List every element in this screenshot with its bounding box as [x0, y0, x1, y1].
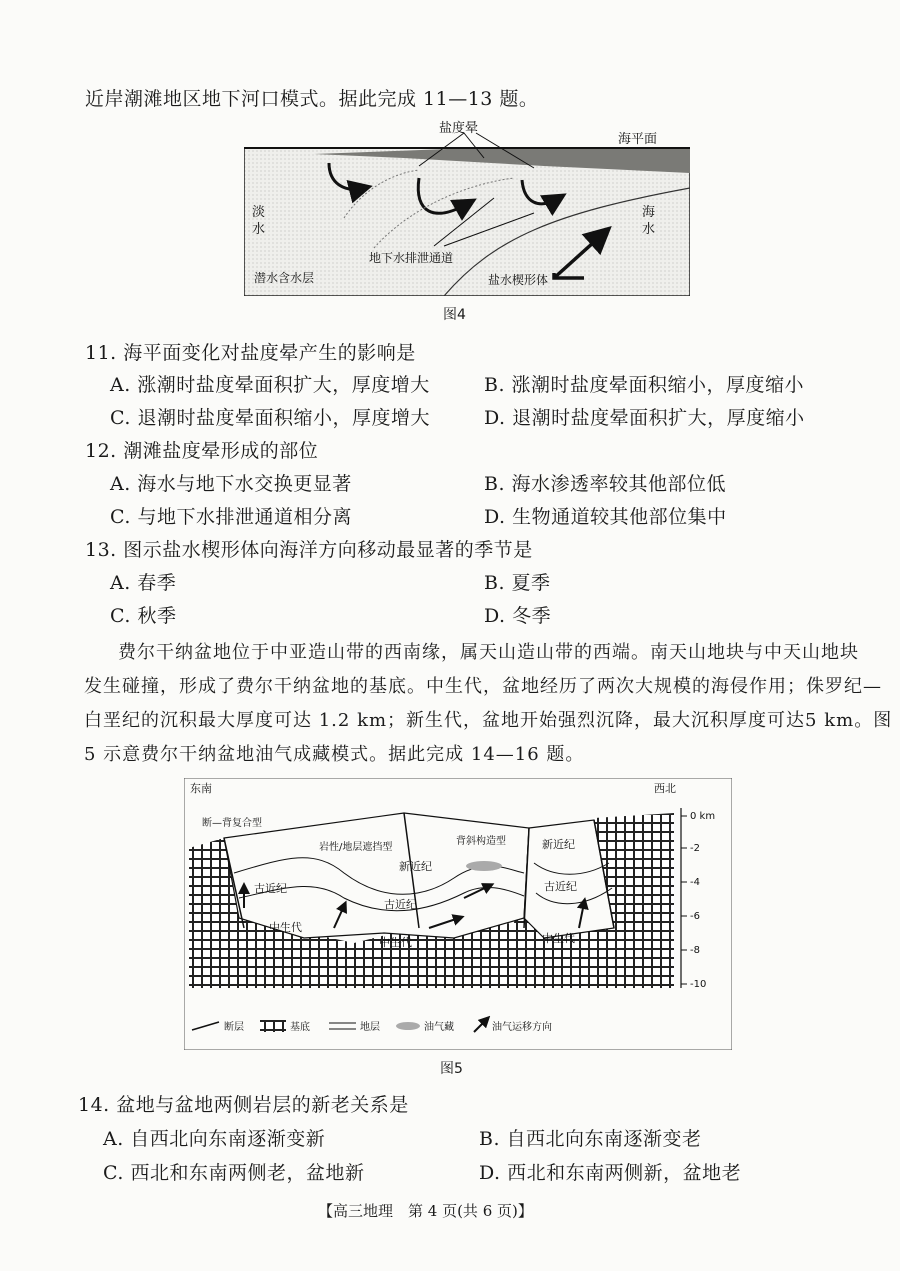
passage-line-3: 白垩纪的沉积最大厚度可达 1.2 km；新生代，盆地开始强烈沉降，最大沉积厚度可达5 km。图	[84, 710, 893, 731]
q12-option-b[interactable]: B. 海水渗透率较其他部位低	[484, 473, 727, 495]
fig5-label-paleogene-2: 古近纪	[384, 898, 417, 911]
fig5-label-mesozoic-1: 中生代	[269, 921, 302, 934]
legend-strata: 地层	[360, 1022, 380, 1033]
q11-option-d[interactable]: D. 退潮时盐度晕面积扩大，厚度缩小	[484, 407, 805, 429]
legend-basement-symbol	[260, 1020, 286, 1032]
q14-option-d[interactable]: D. 西北和东南两侧新，盆地老	[479, 1162, 742, 1184]
legend-migration: 油气运移方向	[492, 1022, 552, 1033]
q11-option-a[interactable]: A. 涨潮时盐度晕面积扩大，厚度增大	[110, 374, 430, 396]
fig5-label-lithologic: 岩性/地层遮挡型	[319, 842, 393, 853]
figure-4	[244, 118, 690, 296]
fig4-label-sea-level: 海平面	[618, 132, 658, 147]
legend-fault: 断层	[224, 1022, 244, 1033]
fig5-tick-2: -4	[690, 877, 700, 888]
fig5-tick-4: -8	[690, 945, 700, 956]
fig4-label-halo: 盐度晕	[439, 121, 479, 136]
fig5-label-neogene-1: 新近纪	[399, 860, 432, 873]
fig5-label-anticline: 背斜构造型	[456, 836, 506, 847]
fig5-tick-0: 0 km	[690, 811, 716, 822]
legend-basement: 基底	[290, 1022, 310, 1033]
q14-stem: 14. 盆地与盆地两侧岩层的新老关系是	[78, 1094, 409, 1116]
fig5-label-fault-anticline: 断—背复合型	[202, 818, 262, 829]
fig4-label-channel: 地下水排泄通道	[369, 251, 454, 265]
fig4-label-sea-1: 海	[642, 205, 656, 220]
fig5-label-northwest: 西北	[654, 782, 676, 795]
fig5-tick-1: -2	[690, 843, 700, 854]
fig5-label-mesozoic-3: 中生代	[542, 932, 575, 945]
figure-5-caption: 图5	[440, 1061, 463, 1077]
intro-line: 近岸潮滩地区地下河口模式。据此完成 11—13 题。	[85, 88, 539, 110]
fig4-label-fresh-1: 淡	[252, 205, 266, 220]
passage-line-2: 发生碰撞，形成了费尔干纳盆地的基底。中生代，盆地经历了两次大规模的海侵作用；侏罗纪—	[84, 676, 882, 697]
q13-stem: 13. 图示盐水楔形体向海洋方向移动最显著的季节是	[85, 539, 533, 561]
fig5-tick-3: -6	[690, 911, 700, 922]
fig5-tick-5: -10	[690, 979, 707, 990]
page-footer: 【高三地理 第 4 页(共 6 页)】	[318, 1202, 533, 1220]
q13-option-a[interactable]: A. 春季	[110, 572, 177, 594]
fig5-label-neogene-2: 新近纪	[542, 838, 575, 851]
q12-option-d[interactable]: D. 生物通道较其他部位集中	[484, 506, 727, 528]
q11-option-c[interactable]: C. 退潮时盐度晕面积缩小，厚度增大	[110, 407, 430, 429]
legend-oil-symbol	[396, 1022, 420, 1030]
q11-stem: 11. 海平面变化对盐度晕产生的影响是	[85, 342, 416, 364]
q14-option-c[interactable]: C. 西北和东南两侧老，盆地新	[103, 1162, 365, 1184]
figure-4-caption: 图4	[443, 307, 466, 323]
fig4-label-aquifer: 潜水含水层	[254, 271, 315, 285]
passage-line-1: 费尔干纳盆地位于中亚造山带的西南缘，属天山造山带的西端。南天山地块与中天山地块	[118, 642, 859, 663]
q11-option-b[interactable]: B. 涨潮时盐度晕面积缩小，厚度缩小	[484, 374, 805, 396]
fig4-label-fresh-2: 水	[252, 222, 266, 237]
legend-oil: 油气藏	[424, 1022, 454, 1033]
q13-option-c[interactable]: C. 秋季	[110, 605, 177, 627]
fig5-label-mesozoic-2: 中生代	[379, 936, 412, 949]
q13-option-d[interactable]: D. 冬季	[484, 605, 552, 627]
q14-option-a[interactable]: A. 自西北向东南逐渐变新	[103, 1128, 326, 1150]
q12-stem: 12. 潮滩盐度晕形成的部位	[85, 440, 319, 462]
q12-option-c[interactable]: C. 与地下水排泄通道相分离	[110, 506, 352, 528]
passage-line-4: 5 示意费尔干纳盆地油气成藏模式。据此完成 14—16 题。	[84, 744, 585, 765]
fig5-label-paleogene-3: 古近纪	[544, 880, 577, 893]
fig4-label-wedge: 盐水楔形体	[488, 273, 549, 287]
fig4-label-sea-2: 水	[642, 222, 656, 237]
q14-option-b[interactable]: B. 自西北向东南逐渐变老	[479, 1128, 702, 1150]
figure-5	[184, 778, 732, 1050]
fig5-label-paleogene-1: 古近纪	[254, 882, 287, 895]
q13-option-b[interactable]: B. 夏季	[484, 572, 551, 594]
q12-option-a[interactable]: A. 海水与地下水交换更显著	[110, 473, 352, 495]
fig5-label-southeast: 东南	[190, 782, 212, 795]
